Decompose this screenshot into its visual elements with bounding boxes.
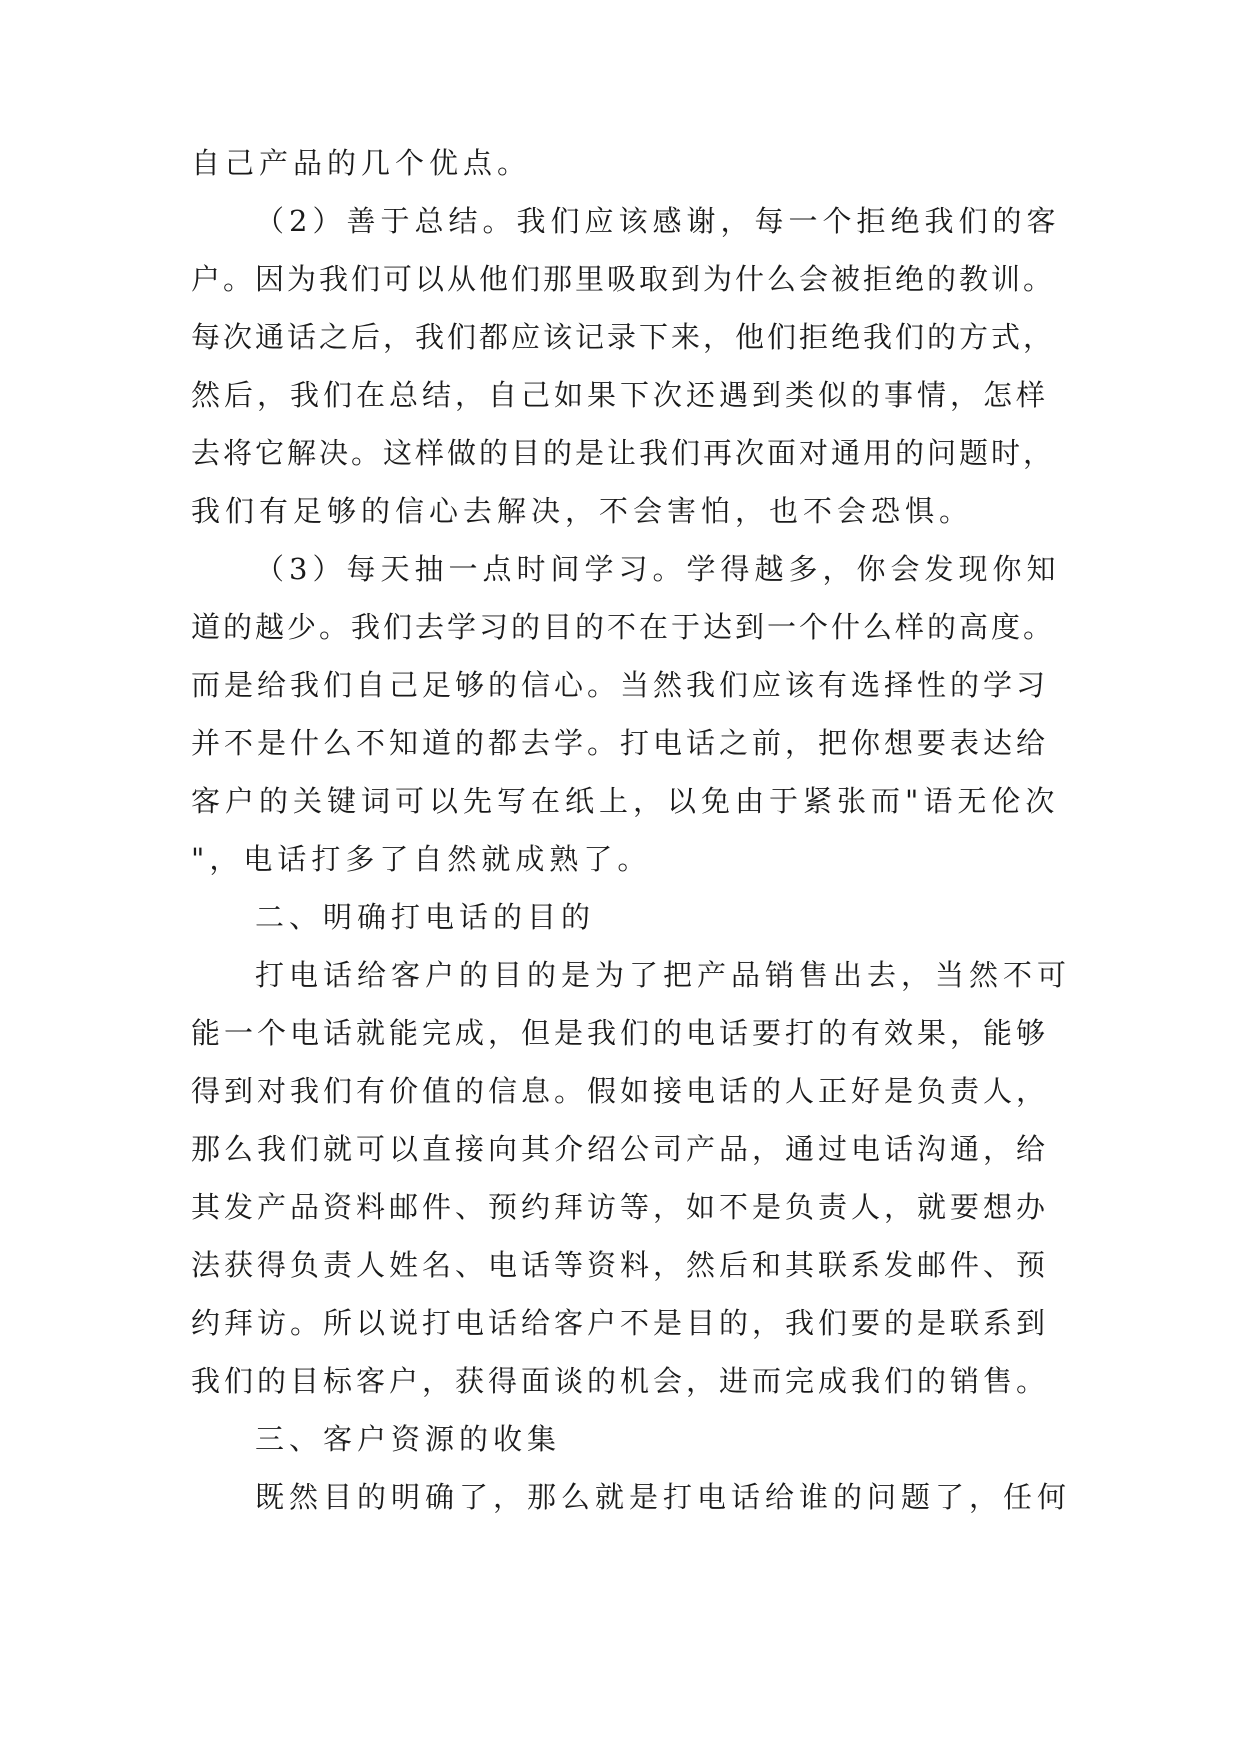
text-line: 得到对我们有价值的信息。假如接电话的人正好是负责人， [191, 1074, 1050, 1108]
text-line: 并不是什么不知道的都去学。打电话之前，把你想要表达给 [191, 726, 1050, 760]
text-line: 客户的关键词可以先写在纸上，以免由于紧张而"语无伦次 [191, 784, 1060, 818]
text-line: 约拜访。所以说打电话给客户不是目的，我们要的是联系到 [191, 1306, 1050, 1340]
text-line: 打电话给客户的目的是为了把产品销售出去，当然不可 [255, 958, 1072, 992]
section-heading: 二、明确打电话的目的 [255, 900, 596, 934]
text-line: 那么我们就可以直接向其介绍公司产品，通过电话沟通，给 [191, 1132, 1050, 1166]
text-line: 我们有足够的信心去解决，不会害怕，也不会恐惧。 [191, 494, 974, 528]
text-line: 户。因为我们可以从他们那里吸取到为什么会被拒绝的教训。 [191, 262, 1056, 296]
text-line: 我们的目标客户，获得面谈的机会，进而完成我们的销售。 [191, 1364, 1050, 1398]
text-line: 其发产品资料邮件、预约拜访等，如不是负责人，就要想办 [191, 1190, 1050, 1224]
text-line: （3）每天抽一点时间学习。学得越多，你会发现你知 [255, 552, 1061, 586]
text-line: 自己产品的几个优点。 [191, 146, 532, 180]
text-line: 法获得负责人姓名、电话等资料，然后和其联系发邮件、预 [191, 1248, 1050, 1282]
text-line: 能一个电话就能完成，但是我们的电话要打的有效果，能够 [191, 1016, 1050, 1050]
text-line: "，电话打多了自然就成熟了。 [191, 842, 652, 876]
text-line: （2）善于总结。我们应该感谢，每一个拒绝我们的客 [255, 204, 1061, 238]
text-line: 每次通话之后，我们都应该记录下来，他们拒绝我们的方式， [191, 320, 1056, 354]
text-line: 道的越少。我们去学习的目的不在于达到一个什么样的高度。 [191, 610, 1056, 644]
text-line: 然后，我们在总结，自己如果下次还遇到类似的事情，怎样 [191, 378, 1050, 412]
section-heading: 三、客户资源的收集 [255, 1422, 562, 1456]
text-line: 去将它解决。这样做的目的是让我们再次面对通用的问题时， [191, 436, 1056, 470]
text-line: 而是给我们自己足够的信心。当然我们应该有选择性的学习 [191, 668, 1050, 702]
text-line: 既然目的明确了，那么就是打电话给谁的问题了，任何 [255, 1480, 1072, 1514]
